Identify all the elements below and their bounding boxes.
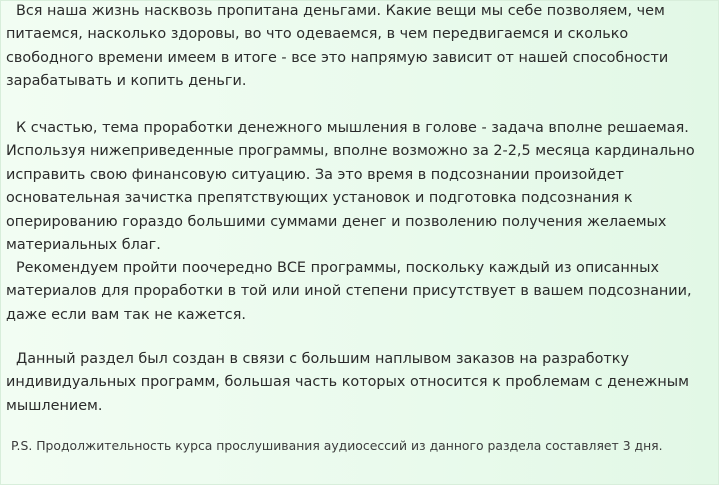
postscript-note: P.S. Продолжительность курса прослушивания аудиосессий из данного раздела составляет 3 дня. [11, 438, 663, 453]
paragraph-recommendation: Рекомендуем пройти поочередно ВСЕ программы, поскольку каждый из описанных материалов для проработки в той или иной степени присутствует в вашем подсознании, даже если вам так не кажется. [6, 260, 692, 323]
paragraph-solution: К счастью, тема проработки денежного мышления в голове - задача вполне решаемая. Используя нижеприведенные программы, вполне возможно за 2-2,5 месяца кардинально исправить свою финансовую ситуацию. За это время в подсознании произойдет основательная зачистка препятствующих установок и подготовка подсознания к оперированию гораздо большими суммами денег и позволению получения желаемых материальных благ. [6, 120, 695, 254]
paragraph-section-origin: Данный раздел был создан в связи с большим наплывом заказов на разработку индивидуальных программ, большая часть которых относится к проблемам с денежным мышлением. [6, 351, 689, 414]
paragraph-intro: Вся наша жизнь насквозь пропитана деньгами. Какие вещи мы себе позволяем, чем питаемся, насколько здоровы, во что одеваемся, в чем передвигаемся и сколько свободного времени имеем в итоге - все это напрямую зависит от нашей способности зарабатывать и копить деньги. [6, 3, 669, 90]
